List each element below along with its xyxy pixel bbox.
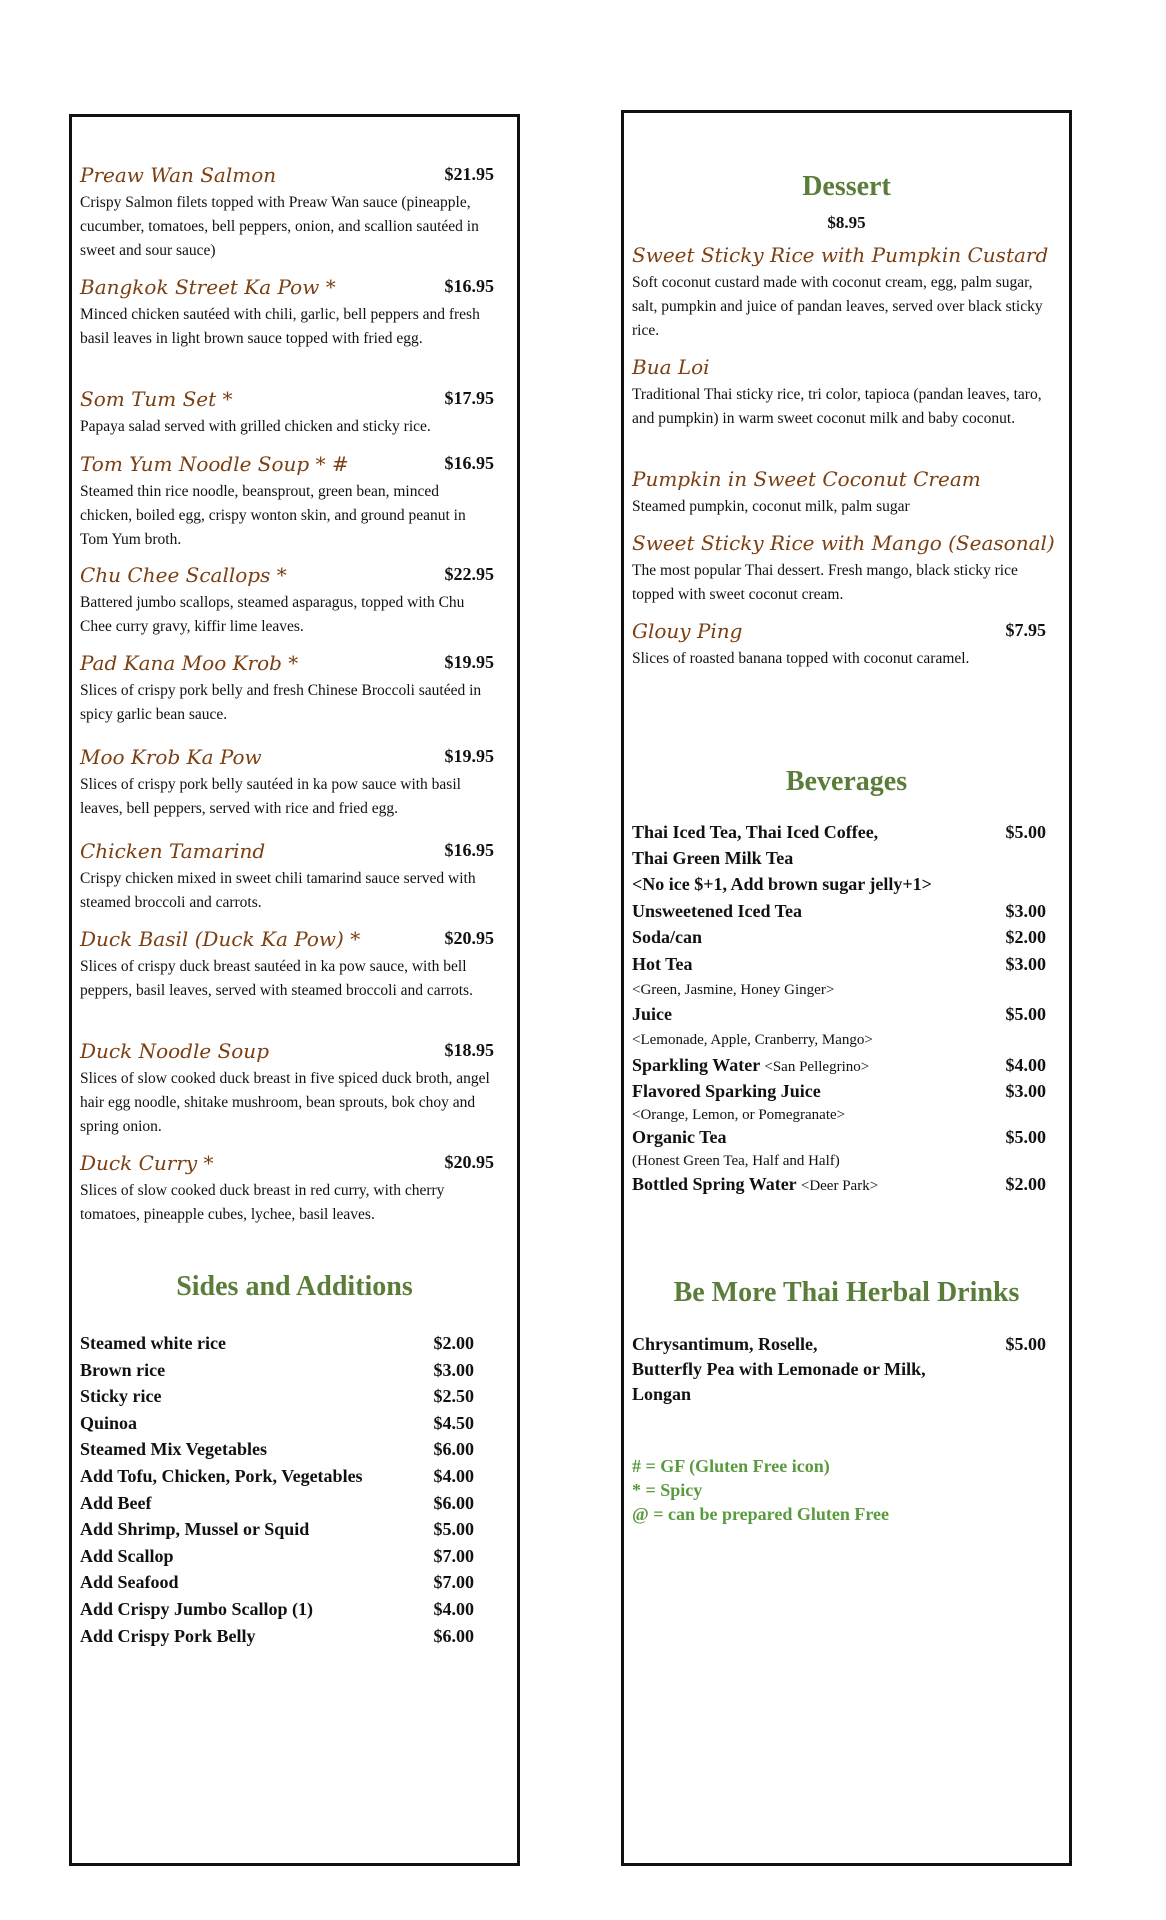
menu-item-name: Pad Kana Moo Krob * [80, 651, 299, 675]
legend [632, 1454, 889, 1526]
beverage-price: $3.00 [1005, 954, 1046, 974]
right-menu-panel [621, 110, 1072, 1866]
beverage-price: $3.00 [1005, 901, 1046, 921]
menu-item-price: $21.95 [444, 164, 494, 184]
beverage-label: Bottled Spring Water <Deer Park> [632, 1174, 879, 1194]
menu-item [80, 452, 506, 552]
menu-item-name: Duck Noodle Soup [80, 1039, 269, 1063]
menu-item-description: Battered jumbo scallops, steamed asparagus, topped with Chu Chee curry gravy, kiffir lime leaves. [80, 594, 465, 635]
beverage-price: $4.00 [1005, 1055, 1046, 1075]
herbal-label: Longan [632, 1384, 692, 1404]
beverage-price: $2.00 [1005, 1174, 1046, 1194]
beverage-label: Unsweetened Iced Tea [632, 901, 802, 921]
side-item-label: Add Shrimp, Mussel or Squid [80, 1519, 310, 1540]
side-item-label: Add Tofu, Chicken, Pork, Vegetables [80, 1466, 363, 1486]
menu-item-name: Som Tum Set * [80, 387, 233, 411]
beverage-note: <Orange, Lemon, or Pomegranate> [632, 1107, 846, 1123]
beverage-soda [632, 927, 1058, 954]
menu-item-description: Soft coconut custard made with coconut cream, egg, palm sugar, salt, pumpkin and juice of pandan leaves, served over black sticky rice. [632, 274, 1043, 339]
beverage-hot-tea [632, 954, 1058, 981]
legend-spicy: * = Spicy [632, 1480, 703, 1500]
beverage-bottled [632, 1174, 1058, 1201]
menu-item-description: Slices of roasted banana topped with coconut caramel. [632, 650, 970, 667]
menu-item-price: $20.95 [444, 1152, 494, 1172]
menu-item-price: $19.95 [444, 746, 494, 766]
beverage-note: (Honest Green Tea, Half and Half) [632, 1153, 840, 1169]
side-item [80, 1439, 506, 1466]
menu-item-header [632, 531, 1058, 561]
menu-item [80, 927, 506, 1003]
menu-item-description: Crispy Salmon filets topped with Preaw Wan sauce (pineapple, cucumber, tomatoes, bell peppers, onion, and scallion sautéed in sweet and sour sauce) [80, 194, 479, 259]
menu-item-name: Sweet Sticky Rice with Mango (Seasonal) [632, 531, 1055, 555]
side-item-label: Add Crispy Pork Belly [80, 1625, 256, 1646]
beverage-price: $5.00 [1005, 1004, 1046, 1024]
menu-item-header [632, 619, 1058, 649]
menu-item-header [80, 452, 506, 482]
menu-item-price: $17.95 [444, 388, 494, 408]
side-item-label: Add Beef [80, 1492, 152, 1513]
menu-item [632, 243, 1058, 343]
side-item-price: $6.00 [433, 1625, 474, 1646]
herbal-line3 [632, 1384, 1058, 1411]
side-item [80, 1386, 506, 1413]
side-item-price: $4.00 [433, 1599, 474, 1619]
beverage-price: $3.00 [1005, 1081, 1046, 1101]
herbal-price: $5.00 [1005, 1334, 1046, 1354]
menu-item-description: Slices of crispy pork belly and fresh Chinese Broccoli sautéed in spicy garlic bean sauce. [80, 682, 482, 723]
side-item-price: $7.00 [433, 1572, 474, 1593]
side-item-price: $6.00 [433, 1439, 474, 1460]
side-item-label: Brown rice [80, 1359, 166, 1380]
beverage-price: $2.00 [1005, 927, 1046, 947]
menu-item [80, 275, 506, 351]
beverage-label: Thai Iced Tea, Thai Iced Coffee, [632, 822, 879, 842]
legend-prepared-gf: @ = can be prepared Gluten Free [632, 1504, 889, 1524]
menu-item-name: Preaw Wan Salmon [80, 163, 277, 187]
side-item-price: $7.00 [433, 1545, 474, 1566]
menu-item-header [80, 275, 506, 305]
beverage-sparkling [632, 1055, 1058, 1082]
menu-item-description: Slices of slow cooked duck breast in five spiced duck broth, angel hair egg noodle, shitake mushroom, bean sprouts, bok choy and spring onion. [80, 1070, 490, 1135]
menu-item-description: The most popular Thai dessert. Fresh mango, black sticky rice topped with sweet coconut cream. [632, 562, 1018, 603]
side-item-price: $4.00 [433, 1466, 474, 1486]
side-item [80, 1572, 506, 1599]
menu-item-price: $16.95 [444, 453, 494, 473]
menu-item-price: $19.95 [444, 652, 494, 672]
menu-item-description: Slices of crispy pork belly sautéed in ka pow sauce with basil leaves, bell peppers, served with rice and fried egg. [80, 776, 461, 817]
menu-item-header [80, 163, 506, 193]
side-item [80, 1626, 506, 1653]
side-item [80, 1413, 506, 1440]
menu-item-price: $20.95 [444, 928, 494, 948]
menu-item-description: Slices of slow cooked duck breast in red curry, with cherry tomatoes, pineapple cubes, lychee, basil leaves. [80, 1182, 445, 1223]
menu-item-description: Crispy chicken mixed in sweet chili tamarind sauce served with steamed broccoli and carrots. [80, 870, 476, 911]
menu-item-price: $16.95 [444, 840, 494, 860]
menu-item-price: $22.95 [444, 564, 494, 584]
side-item [80, 1360, 506, 1387]
left-menu-panel [69, 114, 520, 1866]
menu-item-price: $18.95 [444, 1040, 494, 1060]
menu-item-name: Bua Loi [632, 355, 710, 379]
beverage-price: $5.00 [1005, 1127, 1046, 1147]
side-item-label: Steamed Mix Vegetables [80, 1439, 267, 1460]
menu-item [80, 651, 506, 727]
herbal-line2 [632, 1359, 1058, 1386]
side-item-label: Quinoa [80, 1412, 138, 1433]
side-item-price: $2.00 [433, 1333, 474, 1353]
menu-item [80, 563, 506, 639]
dessert-title: Dessert [802, 171, 891, 202]
side-item [80, 1466, 506, 1493]
legend-gluten-free: # = GF (Gluten Free icon) [632, 1456, 830, 1476]
beverages-title: Beverages [785, 766, 908, 797]
beverage-unsweetened [632, 901, 1058, 928]
beverage-label: Juice [632, 1004, 672, 1024]
side-item [80, 1546, 506, 1573]
beverage-label: Organic Tea [632, 1127, 727, 1147]
menu-item-description: Steamed thin rice noodle, beansprout, green bean, minced chicken, boiled egg, crispy wonton skin, and ground peanut in Tom Yum broth. [80, 483, 466, 548]
menu-item-name: Glouy Ping [632, 619, 743, 643]
beverage-note: <Lemonade, Apple, Cranberry, Mango> [632, 1032, 873, 1048]
side-item-label: Sticky rice [80, 1386, 162, 1407]
menu-item-description: Minced chicken sautéed with chili, garlic, bell peppers and fresh basil leaves in light brown sauce topped with fried egg. [80, 306, 480, 347]
menu-item-name: Pumpkin in Sweet Coconut Cream [632, 467, 981, 491]
beverage-label: Hot Tea [632, 954, 693, 974]
menu-item-price: $16.95 [444, 276, 494, 296]
menu-item [80, 1151, 506, 1227]
menu-item [632, 619, 1058, 671]
beverage-label: Thai Green Milk Tea [632, 848, 794, 868]
menu-item-name: Tom Yum Noodle Soup * # [80, 452, 349, 476]
menu-item-header [80, 651, 506, 681]
menu-item [632, 467, 1058, 519]
side-item-label: Add Seafood [80, 1572, 179, 1593]
beverage-note: <Green, Jasmine, Honey Ginger> [632, 982, 835, 998]
side-item-price: $2.50 [433, 1386, 474, 1407]
menu-item [80, 745, 506, 821]
menu-item-header [632, 467, 1058, 497]
menu-item-name: Duck Basil (Duck Ka Pow) * [80, 927, 361, 951]
menu-item [80, 839, 506, 915]
menu-item-header [80, 1151, 506, 1181]
menu-item-header [632, 355, 1058, 385]
beverage-juice [632, 1004, 1058, 1031]
menu-item-header [632, 243, 1058, 273]
menu-item-name: Moo Krob Ka Pow [80, 745, 262, 769]
side-item [80, 1599, 506, 1626]
beverage-thai-tea [632, 822, 1058, 849]
beverage-thai-tea-line3 [632, 874, 1058, 901]
menu-item-name: Chicken Tamarind [80, 839, 266, 863]
menu-item [632, 531, 1058, 607]
side-item-price: $4.50 [433, 1412, 474, 1433]
menu-item-description: Steamed pumpkin, coconut milk, palm sugar [632, 498, 910, 515]
menu-item-header [80, 387, 506, 417]
menu-item-header [80, 839, 506, 869]
beverage-label: Sparkling Water <San Pellegrino> [632, 1055, 870, 1075]
herbal-title: Be More Thai Herbal Drinks [673, 1277, 1020, 1308]
side-item-price: $5.00 [433, 1519, 474, 1540]
herbal-label: Chrysantimum, Roselle, [632, 1334, 818, 1354]
menu-item [80, 387, 506, 439]
herbal-drinks [632, 1334, 1058, 1361]
menu-item-name: Bangkok Street Ka Pow * [80, 275, 336, 299]
menu-item [80, 163, 506, 263]
beverage-organic [632, 1127, 1058, 1154]
beverage-label: Soda/can [632, 927, 703, 947]
side-item-price: $6.00 [433, 1492, 474, 1513]
menu-item [632, 355, 1058, 431]
sides-title: Sides and Additions [176, 1271, 413, 1302]
beverage-flavored [632, 1081, 1058, 1108]
beverage-thai-tea-line2 [632, 848, 1058, 875]
side-item-price: $3.00 [433, 1359, 474, 1380]
menu-item-name: Duck Curry * [80, 1151, 214, 1175]
menu-item-description: Traditional Thai sticky rice, tri color, tapioca (pandan leaves, taro, and pumpkin) in warm sweet coconut milk and baby coconut. [632, 386, 1042, 427]
side-item-label: Add Scallop [80, 1545, 174, 1566]
beverage-note: <No ice $+1, Add brown sugar jelly+1> [632, 874, 932, 894]
beverage-label: Flavored Sparking Juice [632, 1081, 821, 1101]
dessert-price: $8.95 [827, 213, 866, 232]
menu-item-header [80, 927, 506, 957]
side-item-label: Add Crispy Jumbo Scallop (1) [80, 1599, 314, 1619]
side-item [80, 1493, 506, 1520]
menu-item [80, 1039, 506, 1139]
menu-item-header [80, 745, 506, 775]
menu-item-description: Papaya salad served with grilled chicken and sticky rice. [80, 418, 431, 435]
side-item [80, 1519, 506, 1546]
menu-item-price: $7.95 [1005, 620, 1046, 640]
side-item [80, 1333, 506, 1360]
beverage-price: $5.00 [1005, 822, 1046, 842]
menu-item-header [80, 1039, 506, 1069]
menu-item-name: Sweet Sticky Rice with Pumpkin Custard [632, 243, 1049, 267]
menu-item-header [80, 563, 506, 593]
side-item-label: Steamed white rice [80, 1333, 226, 1353]
herbal-label: Butterfly Pea with Lemonade or Milk, [632, 1359, 926, 1379]
menu-item-description: Slices of crispy duck breast sautéed in ka pow sauce, with bell peppers, basil leaves, served with steamed broccoli and carrots. [80, 958, 473, 999]
menu-item-name: Chu Chee Scallops * [80, 563, 287, 587]
